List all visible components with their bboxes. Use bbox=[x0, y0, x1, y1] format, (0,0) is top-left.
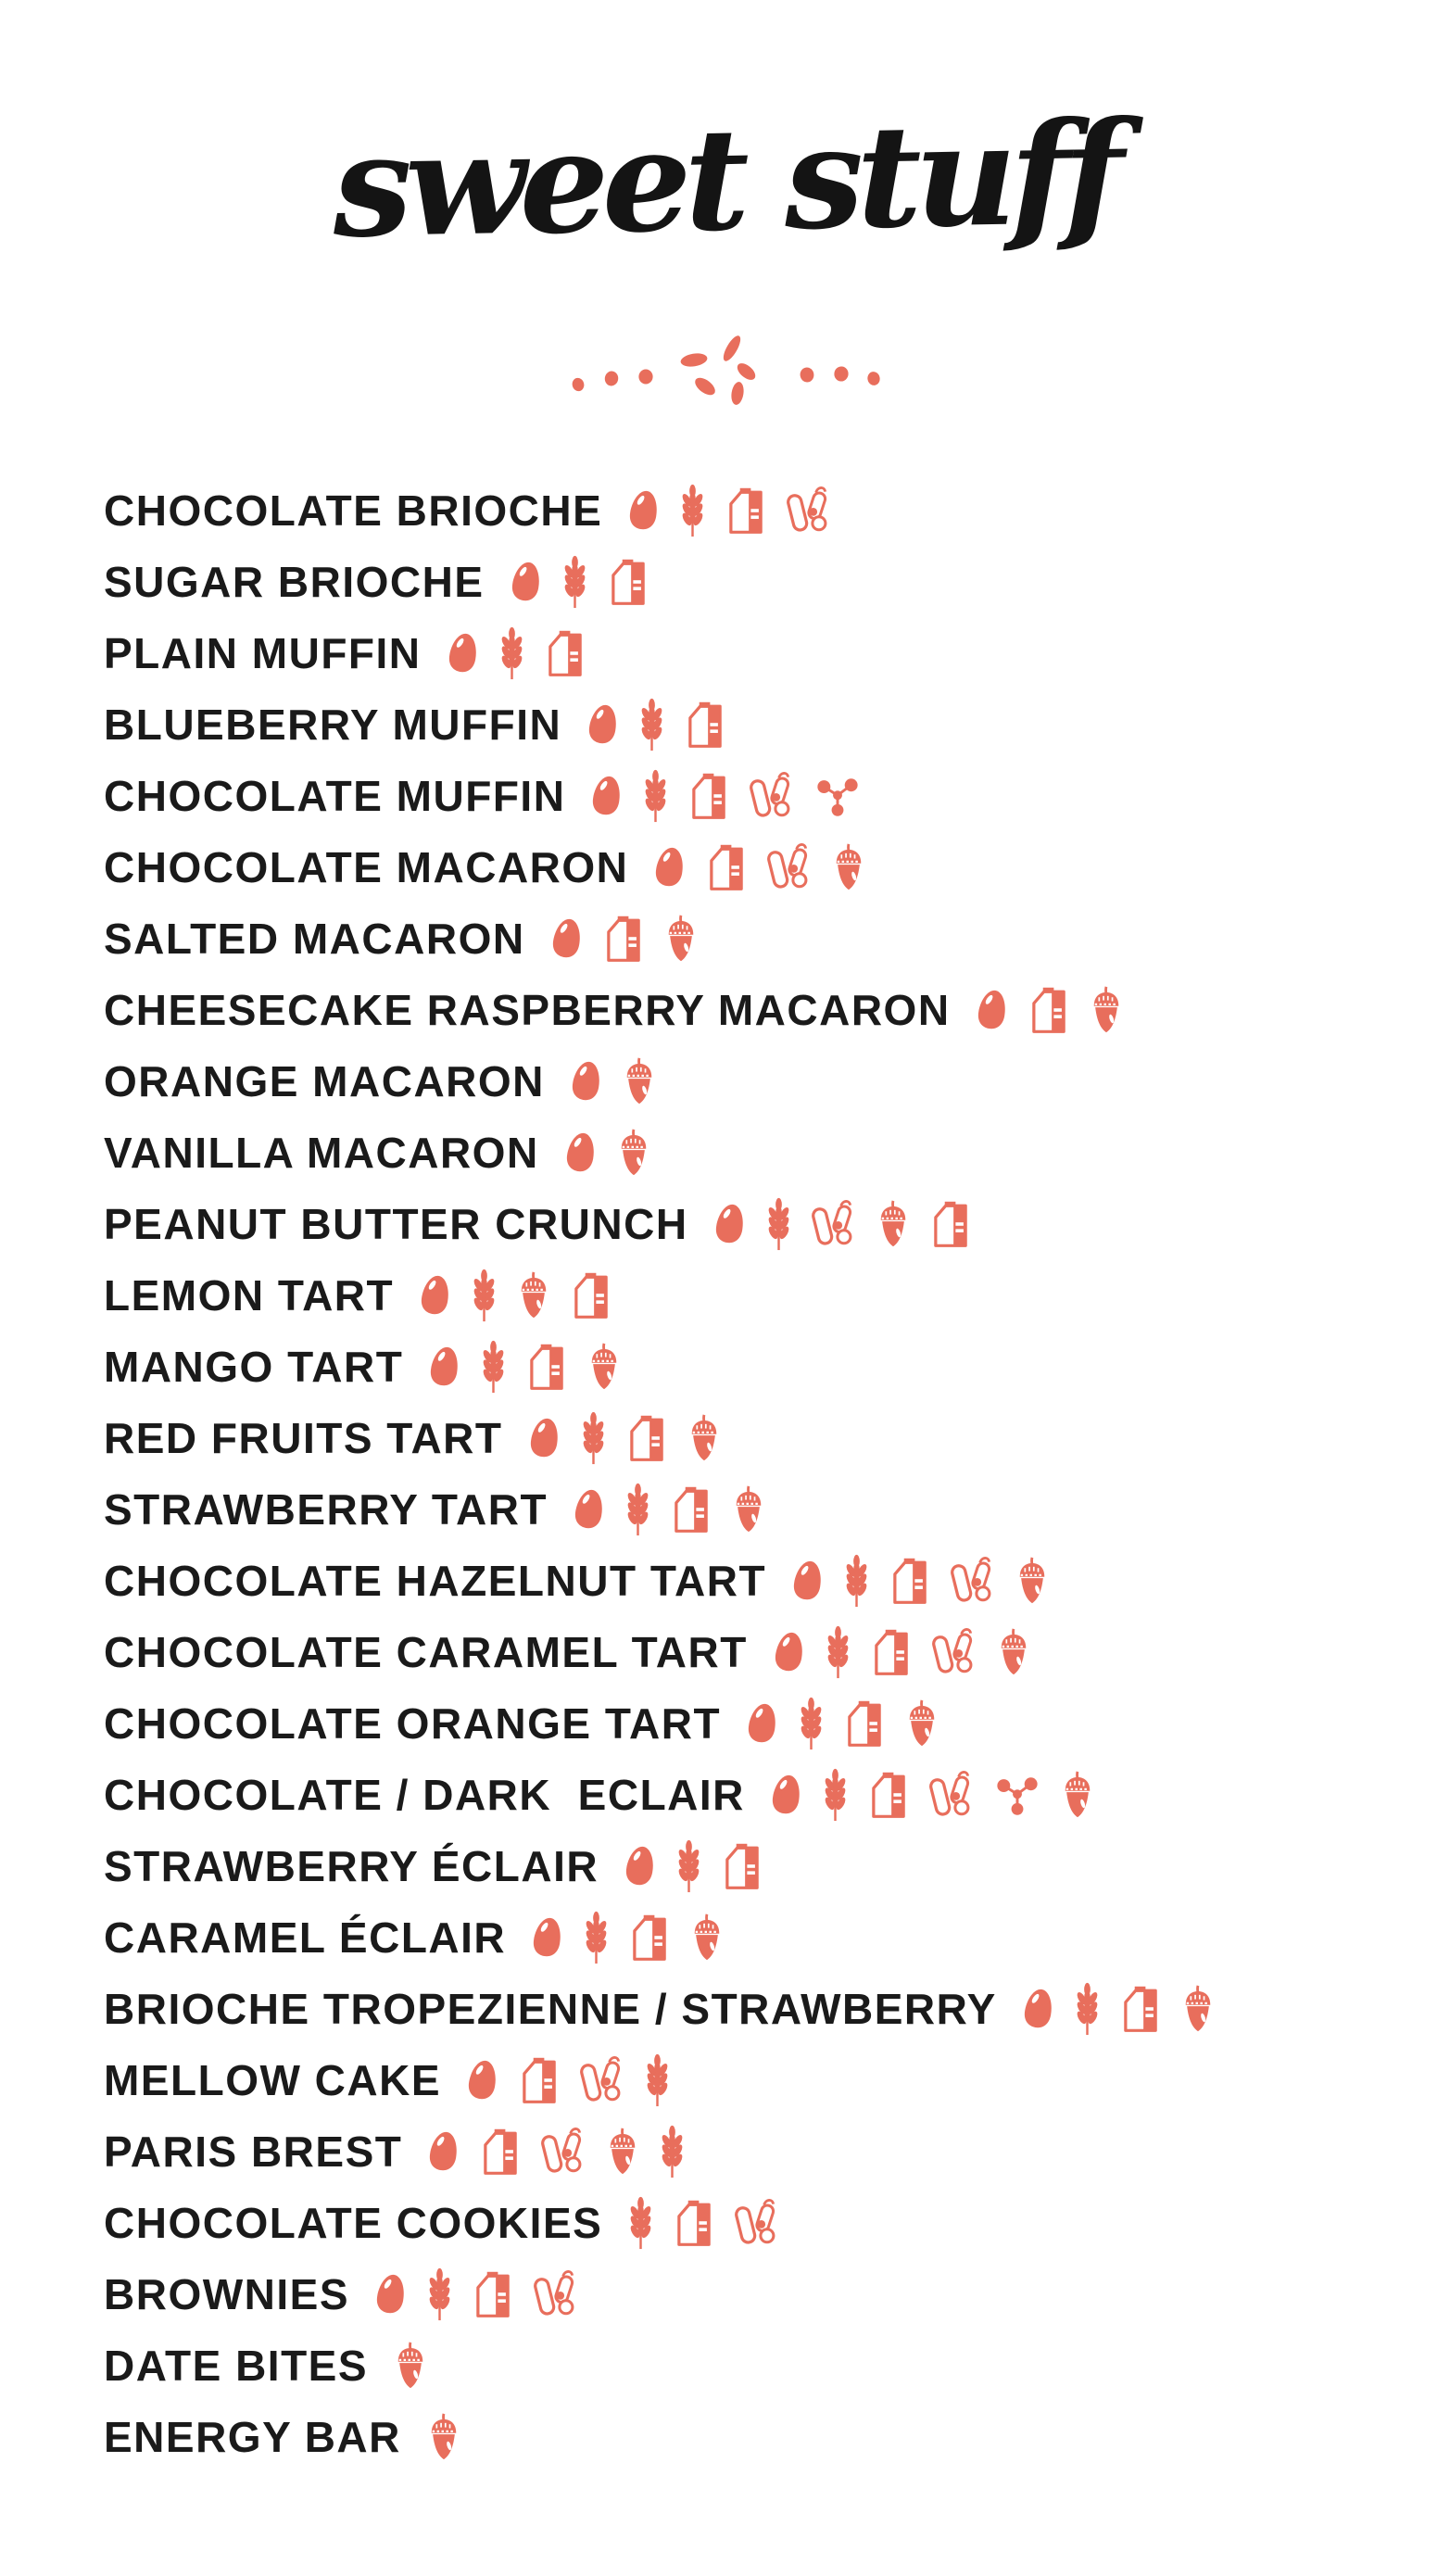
menu-item-label: CHOCOLATE CARAMEL TART bbox=[104, 1627, 748, 1676]
menu-item-label: RED FRUITS TART bbox=[104, 1413, 503, 1462]
menu-item bbox=[104, 2044, 1413, 2115]
wheat-icon bbox=[625, 1483, 650, 1536]
egg-icon bbox=[628, 488, 660, 532]
acorn-nut-icon bbox=[606, 2127, 639, 2177]
egg-icon bbox=[571, 1059, 602, 1103]
wheat-icon bbox=[562, 555, 587, 609]
acorn-nut-icon bbox=[876, 1199, 910, 1249]
menu-item-label: STRAWBERRY ÉCLAIR bbox=[104, 1841, 599, 1890]
allergen-icon-group bbox=[394, 2341, 427, 2391]
acorn-nut-icon bbox=[1015, 1556, 1049, 1606]
egg-icon bbox=[565, 1130, 597, 1174]
milk-carton-icon bbox=[844, 1699, 885, 1748]
wheat-icon bbox=[766, 1197, 791, 1251]
allergen-icon-group bbox=[448, 626, 586, 680]
egg-icon bbox=[420, 1273, 451, 1317]
milk-carton-icon bbox=[722, 1842, 763, 1890]
milk-carton-icon bbox=[473, 2270, 513, 2318]
menu-item bbox=[104, 1616, 1413, 1687]
menu-item-label: CHOCOLATE MUFFIN bbox=[104, 771, 566, 820]
egg-icon bbox=[747, 1701, 778, 1745]
allergen-icon-group bbox=[654, 841, 865, 892]
menu-item bbox=[104, 1545, 1413, 1616]
menu-item bbox=[104, 2330, 1413, 2401]
menu-item bbox=[104, 831, 1413, 903]
milk-carton-icon bbox=[480, 2128, 521, 2176]
acorn-nut-icon bbox=[1181, 1984, 1215, 2034]
menu-item-label: LEMON TART bbox=[104, 1270, 395, 1320]
menu-item-label: CARAMEL ÉCLAIR bbox=[104, 1913, 507, 1962]
allergen-icon-group bbox=[774, 1625, 1030, 1679]
acorn-nut-icon bbox=[394, 2341, 427, 2391]
allergen-icon-group bbox=[571, 1056, 656, 1106]
milk-carton-icon bbox=[706, 843, 747, 891]
allergen-icon-group bbox=[529, 1411, 721, 1465]
wheat-icon bbox=[844, 1554, 869, 1608]
acorn-nut-icon bbox=[623, 1056, 656, 1106]
menu-item-label: CHOCOLATE MACARON bbox=[104, 842, 629, 891]
allergen-icon-group bbox=[977, 985, 1123, 1035]
wheat-icon bbox=[1075, 1982, 1100, 2036]
allergen-icon-group bbox=[532, 1911, 724, 1964]
allergen-icon-group bbox=[771, 1768, 1094, 1822]
menu-item bbox=[104, 760, 1413, 831]
allergen-icon-group bbox=[420, 1269, 612, 1322]
milk-carton-icon bbox=[868, 1771, 909, 1819]
allergen-icon-group bbox=[574, 1483, 765, 1536]
egg-icon bbox=[624, 1844, 656, 1888]
wheat-icon bbox=[826, 1625, 851, 1679]
menu-item bbox=[104, 1188, 1413, 1259]
wheat-icon bbox=[639, 698, 664, 751]
menu-item bbox=[104, 546, 1413, 617]
menu-item-label: CHOCOLATE BRIOCHE bbox=[104, 486, 603, 535]
egg-icon bbox=[551, 916, 583, 960]
egg-icon bbox=[467, 2058, 498, 2102]
allergen-icon-group bbox=[375, 2267, 578, 2321]
milk-carton-icon bbox=[629, 1913, 670, 1962]
milk-carton-icon bbox=[626, 1414, 667, 1462]
allergen-icon-group bbox=[714, 1197, 971, 1251]
wheat-icon bbox=[481, 1340, 506, 1394]
allergen-icon-group bbox=[587, 698, 725, 751]
menu-item bbox=[104, 1402, 1413, 1473]
egg-icon bbox=[574, 1487, 605, 1531]
molecule-icon bbox=[814, 777, 861, 818]
egg-icon bbox=[587, 702, 619, 746]
menu-item bbox=[104, 1045, 1413, 1117]
wheat-icon bbox=[643, 769, 668, 823]
wheat-icon bbox=[628, 2196, 653, 2250]
menu-item bbox=[104, 1473, 1413, 1545]
soybean-icon bbox=[735, 2197, 779, 2248]
allergen-icon-group bbox=[428, 2125, 685, 2178]
allergen-icon-group bbox=[565, 1128, 650, 1178]
acorn-nut-icon bbox=[690, 1913, 724, 1963]
acorn-nut-icon bbox=[687, 1413, 721, 1463]
menu-item bbox=[104, 617, 1413, 688]
soybean-icon bbox=[929, 1769, 974, 1820]
menu-item-label: BRIOCHE TROPEZIENNE / STRAWBERRY bbox=[104, 1984, 997, 2033]
milk-carton-icon bbox=[608, 558, 649, 606]
allergen-icon-group bbox=[628, 484, 831, 537]
milk-carton-icon bbox=[889, 1557, 930, 1605]
milk-carton-icon bbox=[545, 629, 586, 677]
allergen-icon-group bbox=[467, 2053, 670, 2107]
menu-item-label: VANILLA MACARON bbox=[104, 1128, 539, 1177]
menu-item-label: STRAWBERRY TART bbox=[104, 1484, 548, 1534]
menu-item-label: PARIS BREST bbox=[104, 2127, 403, 2176]
egg-icon bbox=[511, 560, 542, 603]
soybean-icon bbox=[767, 841, 812, 892]
acorn-nut-icon bbox=[832, 842, 865, 892]
menu-item-label: ORANGE MACARON bbox=[104, 1056, 545, 1105]
egg-icon bbox=[591, 774, 623, 817]
menu-item bbox=[104, 1973, 1413, 2044]
allergen-icon-group bbox=[747, 1697, 939, 1750]
menu-item bbox=[104, 974, 1413, 1045]
menu-item bbox=[104, 2187, 1413, 2258]
soybean-icon bbox=[541, 2126, 586, 2177]
milk-carton-icon bbox=[519, 2056, 560, 2104]
allergen-icon-group bbox=[427, 2412, 460, 2462]
soybean-icon bbox=[534, 2268, 578, 2319]
allergen-icon-group bbox=[429, 1340, 621, 1394]
menu-item bbox=[104, 1830, 1413, 1901]
menu-item-label: PLAIN MUFFIN bbox=[104, 628, 422, 677]
milk-carton-icon bbox=[688, 772, 729, 820]
menu-item bbox=[104, 688, 1413, 760]
acorn-nut-icon bbox=[617, 1128, 650, 1178]
menu-item bbox=[104, 1687, 1413, 1759]
wheat-icon bbox=[499, 626, 524, 680]
allergen-icon-group bbox=[792, 1554, 1049, 1608]
menu-item-label: CHOCOLATE / DARK ECLAIR bbox=[104, 1770, 745, 1819]
splash-burst-divider-icon bbox=[568, 332, 883, 408]
wheat-icon bbox=[427, 2267, 452, 2321]
milk-carton-icon bbox=[1120, 1985, 1161, 2033]
menu-item-label: SALTED MACARON bbox=[104, 914, 525, 963]
egg-icon bbox=[977, 988, 1008, 1031]
menu-item-label: PEANUT BUTTER CRUNCH bbox=[104, 1199, 688, 1248]
menu-item-label: CHOCOLATE ORANGE TART bbox=[104, 1698, 722, 1748]
menu-item-label: MANGO TART bbox=[104, 1342, 404, 1391]
menu-item bbox=[104, 2115, 1413, 2187]
acorn-nut-icon bbox=[427, 2412, 460, 2462]
soybean-icon bbox=[932, 1626, 977, 1677]
allergen-icon-group bbox=[551, 914, 698, 964]
soybean-icon bbox=[812, 1198, 856, 1249]
milk-carton-icon bbox=[526, 1343, 567, 1391]
wheat-icon bbox=[676, 1839, 701, 1893]
wheat-icon bbox=[472, 1269, 497, 1322]
wheat-icon bbox=[581, 1411, 606, 1465]
milk-carton-icon bbox=[871, 1628, 912, 1676]
milk-carton-icon bbox=[603, 915, 644, 963]
soybean-icon bbox=[787, 485, 831, 536]
allergen-icon-group bbox=[591, 769, 861, 823]
wheat-icon bbox=[799, 1697, 824, 1750]
menu-item bbox=[104, 1259, 1413, 1331]
egg-icon bbox=[774, 1630, 805, 1673]
egg-icon bbox=[529, 1416, 561, 1459]
menu-list bbox=[104, 474, 1413, 2472]
acorn-nut-icon bbox=[997, 1627, 1030, 1677]
wheat-icon bbox=[823, 1768, 848, 1822]
menu-item-label: MELLOW CAKE bbox=[104, 2055, 442, 2104]
acorn-nut-icon bbox=[732, 1484, 765, 1534]
menu-item-label: CHOCOLATE COOKIES bbox=[104, 2198, 603, 2247]
egg-icon bbox=[714, 1202, 746, 1245]
soybean-icon bbox=[750, 770, 794, 821]
egg-icon bbox=[429, 1345, 460, 1388]
milk-carton-icon bbox=[930, 1200, 971, 1248]
menu-item bbox=[104, 1901, 1413, 1973]
egg-icon bbox=[792, 1559, 824, 1602]
menu-item-label: DATE BITES bbox=[104, 2341, 369, 2390]
menu-item-label: BROWNIES bbox=[104, 2269, 349, 2318]
menu-item bbox=[104, 474, 1413, 546]
acorn-nut-icon bbox=[664, 914, 698, 964]
menu-item-label: ENERGY BAR bbox=[104, 2412, 401, 2461]
egg-icon bbox=[448, 631, 479, 675]
wheat-icon bbox=[660, 2125, 685, 2178]
page-title: sweet stuff bbox=[331, 89, 1119, 270]
milk-carton-icon bbox=[671, 1485, 712, 1534]
soybean-icon bbox=[580, 2054, 624, 2105]
menu-item bbox=[104, 1759, 1413, 1830]
egg-icon bbox=[654, 845, 686, 889]
milk-carton-icon bbox=[1028, 986, 1069, 1034]
allergen-icon-group bbox=[624, 1839, 763, 1893]
egg-icon bbox=[771, 1773, 802, 1816]
menu-item bbox=[104, 2401, 1413, 2472]
acorn-nut-icon bbox=[1061, 1770, 1094, 1820]
menu-item-label: SUGAR BRIOCHE bbox=[104, 557, 485, 606]
egg-icon bbox=[532, 1915, 563, 1959]
menu-item-label: CHOCOLATE HAZELNUT TART bbox=[104, 1556, 767, 1605]
milk-carton-icon bbox=[674, 2199, 714, 2247]
soybean-icon bbox=[951, 1555, 995, 1606]
egg-icon bbox=[1023, 1987, 1054, 2030]
wheat-icon bbox=[584, 1911, 609, 1964]
milk-carton-icon bbox=[725, 486, 766, 535]
menu-item-label: CHEESECAKE RASPBERRY MACARON bbox=[104, 985, 951, 1034]
acorn-nut-icon bbox=[517, 1270, 550, 1320]
menu-item bbox=[104, 1117, 1413, 1188]
wheat-icon bbox=[680, 484, 705, 537]
menu-item bbox=[104, 2258, 1413, 2330]
acorn-nut-icon bbox=[1090, 985, 1123, 1035]
menu-item bbox=[104, 903, 1413, 974]
acorn-nut-icon bbox=[587, 1342, 621, 1392]
allergen-icon-group bbox=[628, 2196, 779, 2250]
menu-item-label: BLUEBERRY MUFFIN bbox=[104, 700, 562, 749]
egg-icon bbox=[428, 2129, 460, 2173]
acorn-nut-icon bbox=[905, 1698, 939, 1749]
molecule-icon bbox=[994, 1776, 1040, 1817]
milk-carton-icon bbox=[571, 1271, 612, 1320]
egg-icon bbox=[375, 2272, 407, 2316]
menu-item bbox=[104, 1331, 1413, 1402]
allergen-icon-group bbox=[1023, 1982, 1215, 2036]
allergen-icon-group bbox=[511, 555, 649, 609]
milk-carton-icon bbox=[685, 701, 725, 749]
wheat-icon bbox=[645, 2053, 670, 2107]
